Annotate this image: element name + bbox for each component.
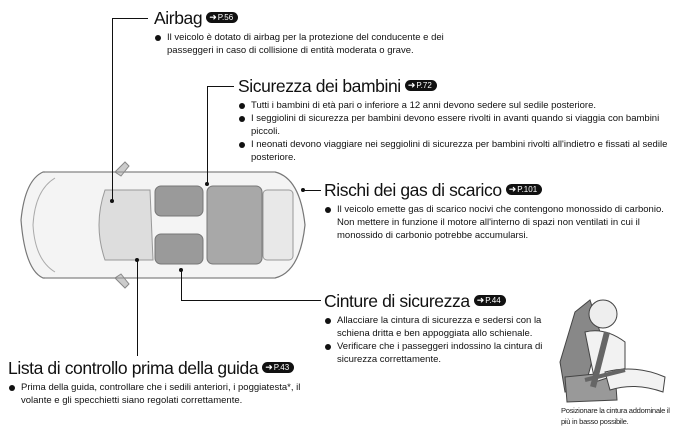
- section-title: Airbag ➜P.56: [154, 8, 484, 28]
- lista-point: [135, 258, 139, 262]
- section-rischi-gas-scarico: [324, 180, 669, 242]
- bullet-item: Verificare che i passeggeri indossino la cintura di sicurezza correttamente.: [337, 340, 554, 366]
- page-reference-link[interactable]: ➜P.101: [506, 184, 542, 195]
- airbag-leader-line: [112, 18, 148, 19]
- bullet-item: Tutti i bambini di età pari o inferiore a 12 anni devono sedere sul sedile posteriore.: [251, 99, 678, 112]
- cinture-leader-line-vertical: [181, 270, 182, 300]
- page-reference-link[interactable]: ➜P.56: [206, 12, 238, 23]
- arrow-icon: ➜: [209, 11, 217, 22]
- airbag-leader-line-vertical: [112, 18, 113, 200]
- lista-leader-line: [137, 260, 138, 356]
- arrow-icon: ➜: [508, 183, 517, 194]
- page-reference-link[interactable]: ➜P.72: [405, 80, 437, 91]
- bullet-item: Il veicolo è dotato di airbag per la protezione del conducente e dei passeggeri in caso di collisione di entità moderata o grave.: [167, 31, 484, 57]
- car-top-view-illustration: [15, 160, 310, 290]
- bambini-leader-line-vertical: [207, 86, 208, 183]
- bullet-item: Prima della guida, controllare che i sedili anteriori, i poggiatesta*, il volante e gli specchietti siano regolati correttamente.: [21, 381, 320, 407]
- bambini-point: [205, 182, 209, 186]
- section-airbag: [154, 8, 484, 57]
- section-title: Lista di controllo prima della guida ➜P.43: [8, 358, 320, 378]
- airbag-point: [110, 199, 114, 203]
- section-title: Sicurezza dei bambini ➜P.72: [238, 76, 678, 96]
- section-cinture-sicurezza: [324, 291, 554, 366]
- page-reference-link[interactable]: ➜P.43: [262, 362, 294, 373]
- cinture-leader-line: [181, 300, 321, 301]
- bullet-item: Il veicolo emette gas di scarico nocivi che contengono monossido di carbonio. Non mettere in funzione il motore all'interno di spazi non ventilati in cui il monossido di carbonio potrebbe accumularsi.: [337, 203, 669, 242]
- arrow-icon: ➜: [407, 79, 416, 90]
- section-title: Cinture di sicurezza ➜P.44: [324, 291, 554, 311]
- seatbelt-caption: Posizionare la cintura addominale il più in basso possibile.: [561, 406, 670, 426]
- bullet-item: Allacciare la cintura di sicurezza e sedersi con la schiena dritta e ben appoggiata allo schienale.: [337, 314, 554, 340]
- seatbelt-person-illustration: [555, 292, 675, 404]
- arrow-icon: ➜: [265, 361, 273, 372]
- bullet-item: I seggiolini di sicurezza per bambini devono essere rivolti in avanti quando si viaggia con bambini piccoli.: [251, 112, 678, 138]
- arrow-icon: ➜: [476, 294, 485, 305]
- section-sicurezza-bambini: [238, 76, 678, 164]
- bullet-item: I neonati devono viaggiare nei seggiolini di sicurezza per bambini rivolti all'indietro e fissati al sedile posteriore.: [251, 138, 678, 164]
- section-lista-controllo: [8, 358, 320, 407]
- page-reference-link[interactable]: ➜P.44: [474, 295, 506, 306]
- section-title: Rischi dei gas di scarico ➜P.101: [324, 180, 669, 200]
- scarico-leader-line: [303, 190, 321, 191]
- scarico-point: [301, 188, 305, 192]
- bambini-leader-line: [207, 86, 234, 87]
- cinture-point: [179, 268, 183, 272]
